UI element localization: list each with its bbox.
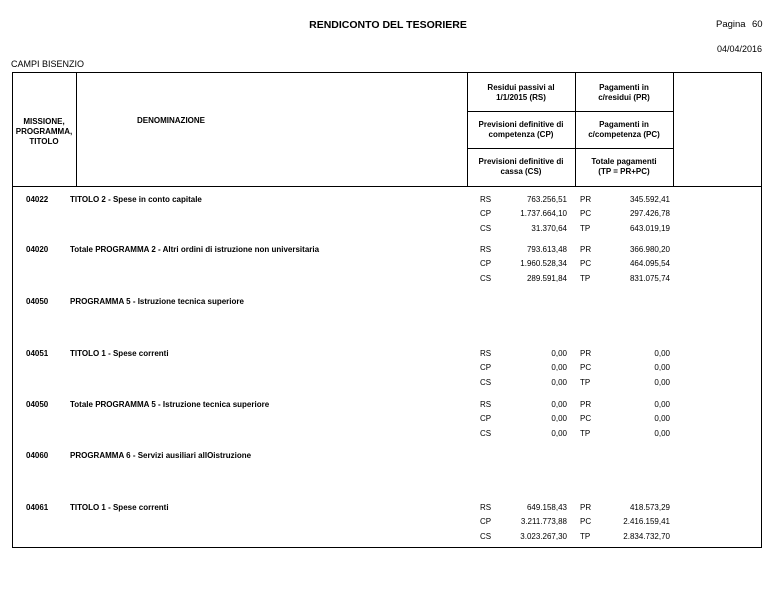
row-value-tp: 643.019,19 <box>629 223 670 233</box>
row-value-pr: 345.592,41 <box>629 195 670 204</box>
row-code: 04020 <box>26 245 49 254</box>
report-title: RENDICONTO DEL TESORIERE <box>309 19 467 31</box>
row-description: Totale PROGRAMMA 2 - Altri ordini di istruzione non universitaria <box>70 245 320 254</box>
column-header-tp: Totale pagamenti (TP = PR+PC) <box>591 157 657 176</box>
row-value-pc: 464.095,54 <box>629 259 670 268</box>
row-value-cp: 0,00 <box>551 414 567 423</box>
column-header-pr: Pagamenti in c/residui (PR) <box>598 83 650 102</box>
row-label-tp: TP <box>580 377 591 387</box>
row-value-cs: 0,00 <box>551 428 567 438</box>
row-description: PROGRAMMA 5 - Istruzione tecnica superiore <box>70 297 244 306</box>
row-value-rs: 0,00 <box>551 400 567 409</box>
row-label-tp: TP <box>580 223 591 233</box>
row-description: PROGRAMMA 6 - Servizi ausiliari allOistruzione <box>70 451 252 460</box>
row-label-pc: PC <box>580 517 592 526</box>
row-label-tp: TP <box>580 428 591 438</box>
row-value-pr: 0,00 <box>654 349 670 358</box>
row-value-rs: 649.158,43 <box>526 503 567 512</box>
row-value-rs: 763.256,51 <box>526 195 567 204</box>
row-label-tp: TP <box>580 531 591 541</box>
row-label-cp: CP <box>480 259 492 268</box>
row-code: 04061 <box>26 503 49 512</box>
row-label-cp: CP <box>480 414 492 423</box>
row-value-pr: 418.573,29 <box>629 503 670 512</box>
entity-name: CAMPI BISENZIO <box>11 59 85 69</box>
row-label-pc: PC <box>580 209 592 218</box>
row-description: Totale PROGRAMMA 5 - Istruzione tecnica superiore <box>70 400 270 409</box>
row-value-tp: 2.834.732,70 <box>623 531 670 541</box>
row-label-pr: PR <box>580 245 592 254</box>
column-header-rs: Residui passivi al 1/1/2015 (RS) <box>487 83 555 102</box>
row-value-cs: 31.370,64 <box>531 223 567 233</box>
row-value-tp: 831.075,74 <box>629 273 670 283</box>
column-header-denomination: DENOMINAZIONE <box>137 116 205 125</box>
row-label-tp: TP <box>580 273 591 283</box>
row-value-rs: 0,00 <box>551 349 567 358</box>
row-label-rs: RS <box>480 503 492 512</box>
row-label-cs: CS <box>480 428 492 438</box>
row-description: TITOLO 1 - Spese correnti <box>70 503 169 512</box>
page-number: 60 <box>752 19 763 30</box>
column-divider <box>673 73 674 186</box>
row-value-pc: 0,00 <box>654 414 670 423</box>
row-value-pc: 0,00 <box>654 363 670 372</box>
row-label-cs: CS <box>480 223 492 233</box>
row-label-pr: PR <box>580 349 592 358</box>
column-header-cp: Previsioni definitive di competenza (CP) <box>478 120 564 139</box>
row-value-pr: 0,00 <box>654 400 670 409</box>
report-date: 04/04/2016 <box>716 44 762 54</box>
row-value-cs: 289.591,84 <box>526 273 567 283</box>
row-label-rs: RS <box>480 400 492 409</box>
row-code: 04050 <box>26 297 49 306</box>
row-description: TITOLO 1 - Spese correnti <box>70 349 169 358</box>
row-value-cp: 0,00 <box>551 363 567 372</box>
row-label-pr: PR <box>580 503 592 512</box>
row-label-rs: RS <box>480 245 492 254</box>
row-label-cs: CS <box>480 273 492 283</box>
row-label-pc: PC <box>580 363 592 372</box>
row-code: 04051 <box>26 349 49 358</box>
row-label-cp: CP <box>480 517 492 526</box>
row-label-pr: PR <box>580 195 592 204</box>
row-value-pc: 2.416.159,41 <box>623 517 670 526</box>
row-description: TITOLO 2 - Spese in conto capitale <box>70 195 202 204</box>
row-code: 04060 <box>26 451 49 460</box>
row-value-cp: 3.211.773,88 <box>520 517 567 526</box>
row-label-pc: PC <box>580 414 592 423</box>
row-value-rs: 793.613,48 <box>526 245 567 254</box>
row-value-cp: 1.960.528,34 <box>520 259 567 268</box>
row-label-cs: CS <box>480 531 492 541</box>
row-code: 04022 <box>26 195 49 204</box>
row-label-rs: RS <box>480 195 492 204</box>
row-label-rs: RS <box>480 349 492 358</box>
table-frame <box>12 72 762 548</box>
row-label-cs: CS <box>480 377 492 387</box>
header-row-divider <box>467 148 674 149</box>
row-label-cp: CP <box>480 209 492 218</box>
column-divider <box>76 73 77 186</box>
row-value-pc: 297.426,78 <box>629 209 670 218</box>
row-code: 04050 <box>26 400 49 409</box>
row-value-cp: 1.737.664,10 <box>520 209 567 218</box>
row-label-pr: PR <box>580 400 592 409</box>
row-label-cp: CP <box>480 363 492 372</box>
column-header-pc: Pagamenti in c/competenza (PC) <box>588 120 660 139</box>
row-value-cs: 0,00 <box>551 377 567 387</box>
header-row-divider <box>467 111 674 112</box>
row-value-tp: 0,00 <box>654 428 670 438</box>
row-value-pr: 366.980,20 <box>629 245 670 254</box>
column-header-cs: Previsioni definitive di cassa (CS) <box>478 157 564 176</box>
header-separator <box>12 186 762 187</box>
row-value-cs: 3.023.267,30 <box>520 531 567 541</box>
row-label-pc: PC <box>580 259 592 268</box>
column-header-mission: MISSIONE, PROGRAMMA, TITOLO <box>15 117 73 146</box>
row-value-tp: 0,00 <box>654 377 670 387</box>
page-label: Pagina <box>716 19 746 30</box>
